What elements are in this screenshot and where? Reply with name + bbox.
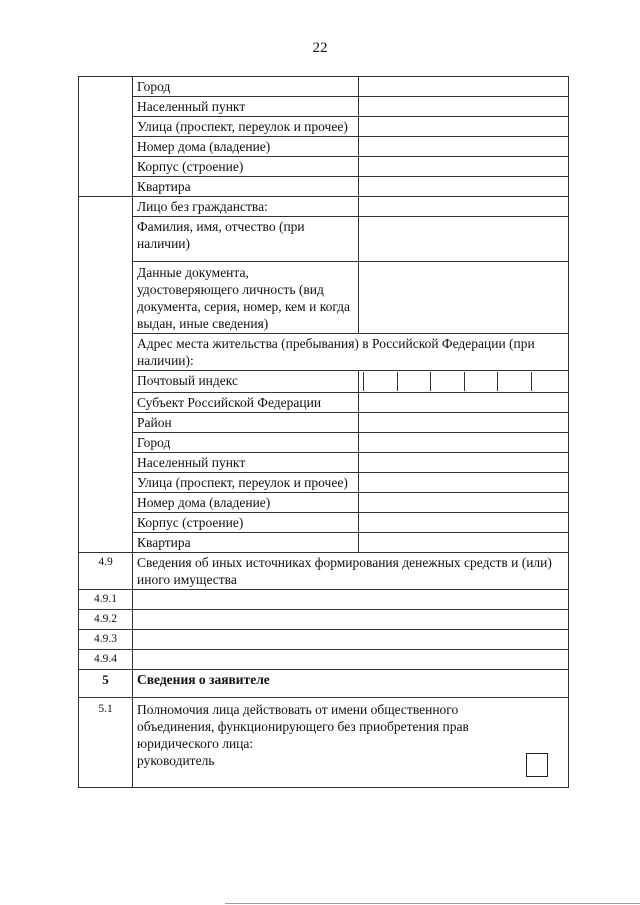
table-row <box>79 97 569 117</box>
field-label: Корпус (строение) <box>133 513 359 533</box>
table-row <box>79 413 569 433</box>
table-row <box>79 453 569 473</box>
field-label: Номер дома (владение) <box>133 137 359 157</box>
postal-code-cells[interactable] <box>359 371 569 393</box>
field-value[interactable] <box>359 262 569 334</box>
field-value[interactable] <box>359 453 569 473</box>
field-label: Почтовый индекс <box>133 371 359 393</box>
field-label: Адрес места жительства (пребывания) в Российской Федерации (при наличии): <box>133 334 569 371</box>
section-text: Сведения об иных источниках формирования денежных средств и (или) иного имущества <box>133 553 569 590</box>
page-number: 22 <box>312 40 328 56</box>
table-row <box>79 157 569 177</box>
postal-digit-cell[interactable] <box>464 372 498 391</box>
page-edge-line <box>225 903 640 904</box>
table-row <box>79 77 569 97</box>
postal-digit-cell[interactable] <box>531 372 565 391</box>
table-row <box>79 513 569 533</box>
field-value[interactable] <box>359 97 569 117</box>
postal-digit-cell[interactable] <box>397 372 431 391</box>
table-row <box>79 698 569 788</box>
table-row <box>79 610 569 630</box>
field-value[interactable] <box>359 493 569 513</box>
field-label: Населенный пункт <box>133 97 359 117</box>
option-label: руководитель <box>137 753 215 768</box>
table-row <box>79 177 569 197</box>
field-value[interactable] <box>133 630 569 650</box>
field-value[interactable] <box>359 513 569 533</box>
section-number: 4.9.2 <box>79 610 133 630</box>
num-cell <box>79 77 133 197</box>
field-value[interactable] <box>359 473 569 493</box>
table-row <box>79 650 569 670</box>
field-label: Улица (проспект, переулок и прочее) <box>133 117 359 137</box>
section-number: 4.9.1 <box>79 590 133 610</box>
section-number: 4.9.3 <box>79 630 133 650</box>
table-row <box>79 493 569 513</box>
field-value[interactable] <box>359 157 569 177</box>
field-label: Город <box>133 77 359 97</box>
field-value[interactable] <box>359 177 569 197</box>
postal-digit-cell[interactable] <box>497 372 531 391</box>
postal-digit-cell[interactable] <box>430 372 464 391</box>
table-row <box>79 473 569 493</box>
field-label: Лицо без гражданства: <box>133 197 359 217</box>
field-value[interactable] <box>133 650 569 670</box>
table-row <box>79 197 569 217</box>
field-value[interactable] <box>359 197 569 217</box>
field-value[interactable] <box>359 533 569 553</box>
table-row <box>79 590 569 610</box>
field-label: Район <box>133 413 359 433</box>
field-value[interactable] <box>359 413 569 433</box>
field-label: Данные документа, удостоверяющего личность (вид документа, серия, номер, кем и когда выдан, иные сведения) <box>133 262 359 334</box>
field-value[interactable] <box>359 137 569 157</box>
postal-digit-cell[interactable] <box>363 372 397 391</box>
section-number: 5 <box>79 670 133 698</box>
field-label: Корпус (строение) <box>133 157 359 177</box>
table-row <box>79 670 569 698</box>
section-body <box>133 698 569 788</box>
section-title: Сведения о заявителе <box>133 670 569 698</box>
form-table <box>78 76 569 788</box>
num-cell <box>79 197 133 553</box>
table-row <box>79 137 569 157</box>
table-row <box>79 334 569 371</box>
field-label: Номер дома (владение) <box>133 493 359 513</box>
section-number: 4.9.4 <box>79 650 133 670</box>
field-label: Улица (проспект, переулок и прочее) <box>133 473 359 493</box>
section-number: 5.1 <box>79 698 133 788</box>
field-value[interactable] <box>359 393 569 413</box>
field-label: Населенный пункт <box>133 453 359 473</box>
field-value[interactable] <box>133 610 569 630</box>
table-row <box>79 371 569 393</box>
field-value[interactable] <box>359 117 569 137</box>
table-row <box>79 553 569 590</box>
leader-checkbox[interactable] <box>526 753 548 777</box>
section-number: 4.9 <box>79 553 133 590</box>
field-label: Город <box>133 433 359 453</box>
table-row <box>79 533 569 553</box>
field-label: Квартира <box>133 533 359 553</box>
table-row <box>79 630 569 650</box>
table-row <box>79 217 569 262</box>
field-value[interactable] <box>359 77 569 97</box>
field-value[interactable] <box>359 217 569 262</box>
table-row <box>79 433 569 453</box>
table-row <box>79 262 569 334</box>
field-value[interactable] <box>133 590 569 610</box>
field-label: Фамилия, имя, отчество (при наличии) <box>133 217 359 262</box>
field-label: Квартира <box>133 177 359 197</box>
table-row <box>79 393 569 413</box>
table-row <box>79 117 569 137</box>
field-label: Субъект Российской Федерации <box>133 393 359 413</box>
section-text: Полномочия лица действовать от имени общественного объединения, функционирующего без приобретения прав юридического лица: <box>137 702 469 751</box>
field-value[interactable] <box>359 433 569 453</box>
